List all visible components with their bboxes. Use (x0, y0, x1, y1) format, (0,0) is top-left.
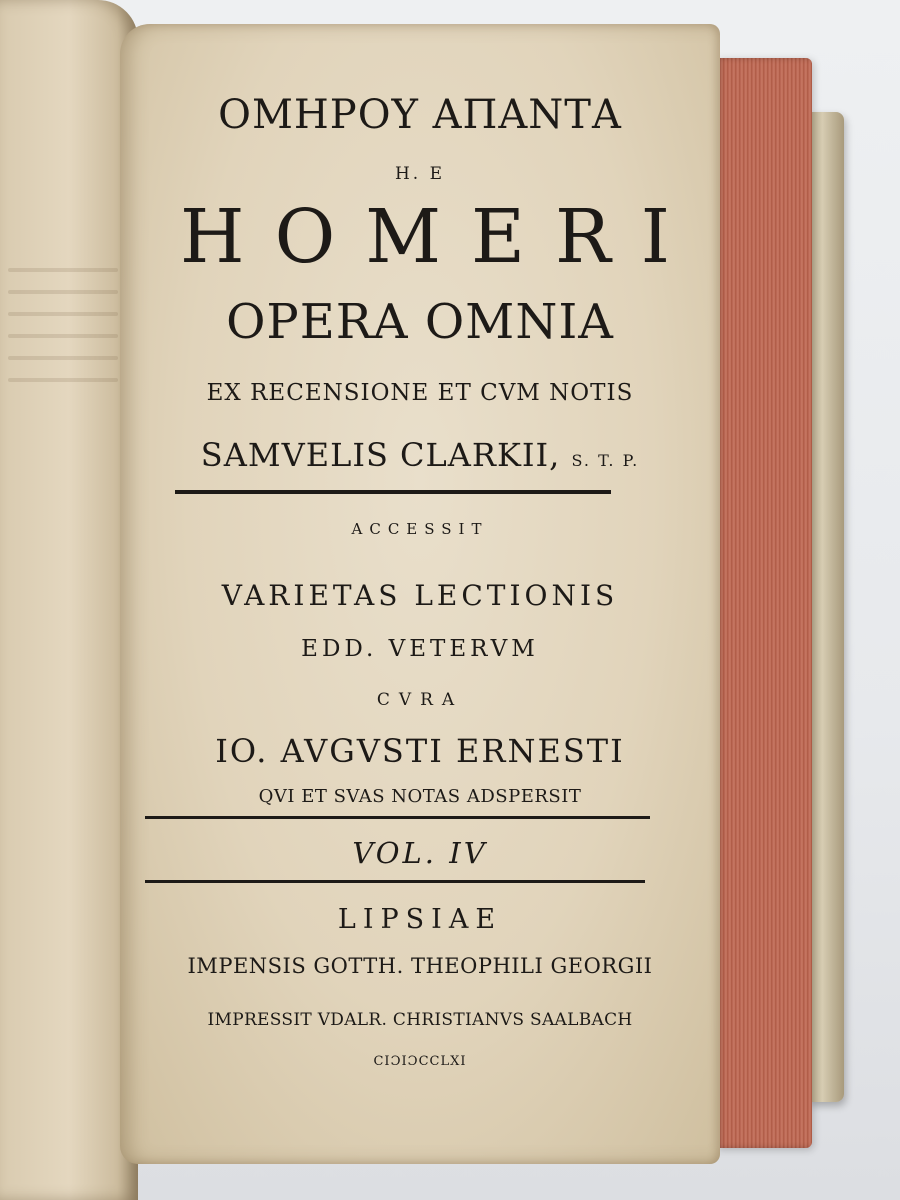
place-line: LIPSIAE (337, 904, 503, 935)
cvra-line: CVRA (376, 690, 464, 710)
greek-subtitle: Η. Ε (394, 164, 446, 184)
second-editor-note: QVI ET SVAS NOTAS ADSPERSIT (258, 786, 582, 807)
accessit-line: ACCESSIT (351, 520, 489, 538)
edition-note: EX RECENSIONE ET CVM NOTIS (206, 380, 634, 406)
editor-line (120, 436, 720, 474)
edd-line: EDD. VETERVM (301, 636, 539, 662)
book-cover-edge (808, 112, 844, 1102)
title-page (120, 24, 720, 1164)
publisher-line: IMPENSIS GOTTH. THEOPHILI GEORGII (187, 954, 653, 978)
volume-label: VOL. IV (352, 836, 488, 870)
varietas-line: VARIETAS LECTIONIS (221, 579, 619, 612)
greek-title: ΟΜΗΡΟΥ ΑΠΑΝΤΑ (218, 92, 622, 138)
divider-rule (145, 880, 645, 883)
divider-rule (175, 490, 611, 494)
year-line: CIƆIƆCCLXI (373, 1054, 467, 1069)
editor-degree: S. T. P. (571, 451, 640, 470)
left-page (0, 0, 138, 1200)
second-editor: IO. AVGVSTI ERNESTI (215, 732, 625, 770)
divider-rule (145, 816, 650, 819)
printer-line: IMPRESSIT VDALR. CHRISTIANVS SAALBACH (207, 1010, 633, 1030)
faint-left-page-text (8, 250, 118, 400)
main-title: HOMERI (180, 194, 700, 280)
subtitle: OPERA OMNIA (226, 294, 614, 350)
editor-name: SAMVELIS CLARKII, (200, 436, 561, 474)
